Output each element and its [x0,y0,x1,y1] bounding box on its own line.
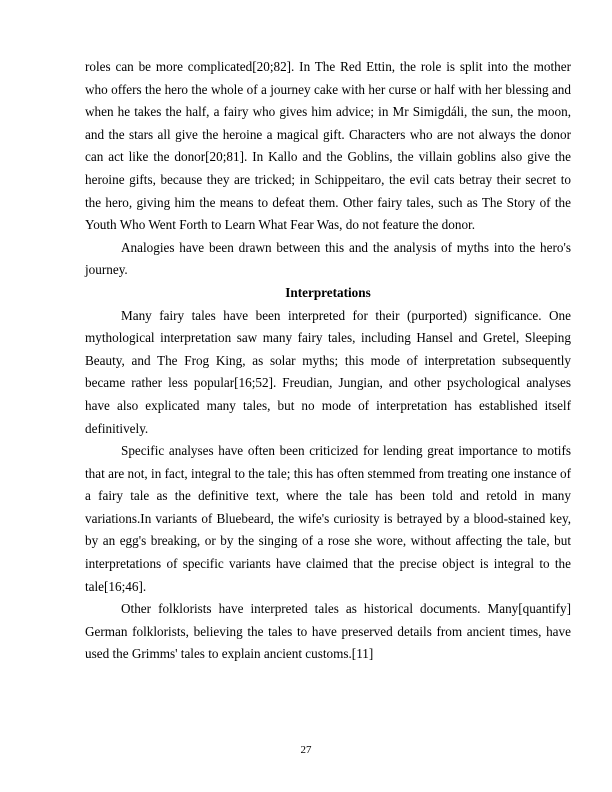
body-paragraph: Many fairy tales have been interpreted for their (purported) significance. One mythological interpretation saw many fairy tales, including Hansel and Gretel, Sleeping Beauty, and The Frog King, as solar myths; this mode of interpretation subsequently became rather less popular[16;52]. Freudian, Jungian, and other psychological analyses have also explicated many tales, but no mode of interpretation has established itself definitively. [85,307,571,436]
body-paragraph: Analogies have been drawn between this and the analysis of myths into the hero's journey. [85,239,571,278]
body-paragraph: roles can be more complicated[20;82]. In The Red Ettin, the role is split into the mother who offers the hero the whole of a journey cake with her curse or half with her blessing and when he takes the half, a fairy who gives him advice; in Mr Simigdáli, the sun, the moon, and the stars all give the heroine a magical gift. Characters who are not always the donor can act like the donor[20;81]. In Kallo and the Goblins, the villain goblins also give the heroine gifts, because they are tricked; in Schippeitaro, the evil cats betray their secret to the hero, giving him the means to defeat them. Other fairy tales, such as The Story of the Youth Who Went Forth to Learn What Fear Was, do not feature the donor. [85,59,571,233]
body-paragraph: Other folklorists have interpreted tales as historical documents. Many[quantify] German folklorists, believing the tales to have preserved details from ancient times, have used the Grimms' tales to explain ancient customs.[11] [85,601,571,662]
section-heading: Interpretations [285,284,371,300]
document-body [85,56,571,666]
page-number: 27 [300,744,312,756]
body-paragraph: Specific analyses have often been criticized for lending great importance to motifs that are not, in fact, integral to the tale; this has often stemmed from treating one instance of a fairy tale as the definitive text, where the tale has been told and retold in many variations.In variants of Bluebeard, the wife's curiosity is betrayed by a blood-stained key, by an egg's breaking, or by the singing of a rose she wore, without affecting the tale, but interpretations of specific variants have claimed that the precise object is integral to the tale[16;46]. [85,443,571,594]
